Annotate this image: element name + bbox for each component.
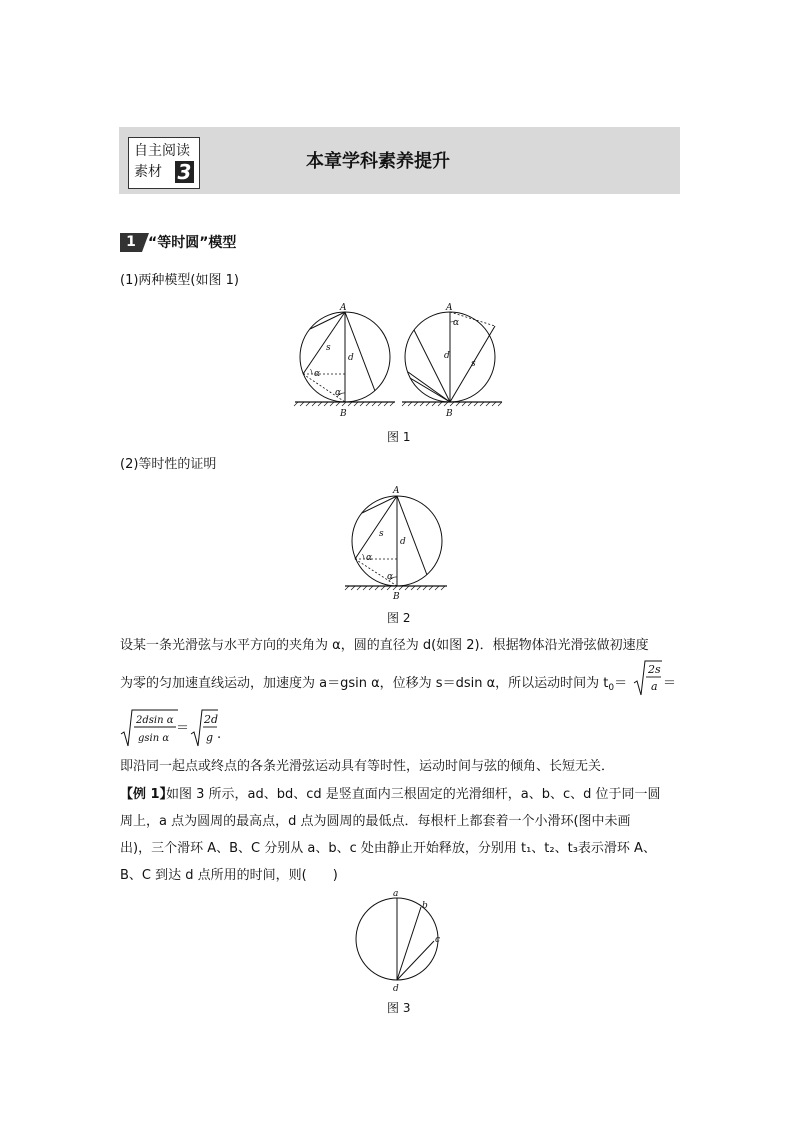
- label-d-right: d: [444, 351, 450, 361]
- fig2-label-alpha-2: α: [387, 572, 394, 582]
- frac2-num: 2dsin α: [136, 715, 174, 726]
- figure-1: [290, 298, 510, 420]
- derivation-line-2-text: 为零的匀加速直线运动，加速度为 a＝gsin α，位移为 s＝dsin α，所以运动时间为 t: [120, 676, 609, 691]
- fig2-label-s: s: [379, 529, 384, 539]
- sqrt-frac-1: [633, 659, 663, 697]
- label-B-right: B: [446, 409, 453, 419]
- figure-1-caption: 图 1: [387, 430, 411, 444]
- equals-1: ＝: [614, 676, 628, 691]
- label-alpha-left-2: α: [335, 388, 342, 398]
- conclusion: 即沿同一起点或终点的各条光滑弦运动具有等时性，运动时间与弦的倾角、长短无关．: [120, 759, 615, 774]
- fig2-label-B: B: [393, 592, 400, 602]
- reading-material-badge: [128, 137, 200, 189]
- example-tag: 【例 1】: [120, 787, 173, 802]
- example-line-1: 如图 3 所示，ad、bd、cd 是竖直面内三根固定的光滑细杆，a、b、c、d 位于同一圆: [166, 787, 661, 802]
- fig2-label-d: d: [400, 537, 406, 547]
- chapter-title: 本章学科素养提升: [306, 151, 450, 172]
- frac2-den: gsin α: [138, 733, 170, 744]
- sqrt-frac-2: [120, 708, 180, 748]
- fig3-label-d: d: [393, 984, 399, 993]
- fig3-label-a: a: [393, 889, 399, 899]
- fig2-label-alpha: α: [366, 553, 373, 563]
- frac1-num: 2s: [648, 663, 661, 676]
- label-s-left: s: [326, 343, 331, 353]
- figure-3: [348, 888, 448, 993]
- t0-subscript: 0: [608, 683, 615, 693]
- fig2-label-A: A: [393, 486, 400, 496]
- part1-label: (1)两种模型(如图 1): [120, 273, 239, 288]
- section-number-box: 1: [120, 233, 142, 252]
- equals-2: ＝: [176, 721, 190, 736]
- badge-line-2: 素材: [134, 164, 162, 180]
- example-line-4: B、C 到达 d 点所用的时间，则( ): [120, 868, 338, 883]
- label-alpha-left: α: [314, 369, 321, 379]
- example-line-3: 出)，三个滑环 A、B、C 分别从 a、b、c 处由静止开始释放，分别用 t₁、t₂、t₃表示滑环 A、: [120, 841, 656, 856]
- end-mark: .: [217, 727, 222, 742]
- frac3-den: g: [206, 731, 214, 744]
- example-line-2: 周上，a 点为圆周的最高点，d 点为圆周的最低点．每根杆上都套着一个小滑环(图中未画: [120, 814, 631, 829]
- figure-2-caption: 图 2: [387, 611, 411, 625]
- fig3-label-b: b: [422, 901, 428, 911]
- label-A-right: A: [446, 303, 453, 313]
- equals-tail: ＝: [663, 676, 677, 691]
- label-s-right: s: [471, 359, 476, 369]
- label-B-left: B: [340, 409, 347, 419]
- derivation-line-2: [120, 675, 627, 697]
- sqrt-frac-3: [190, 708, 220, 748]
- part2-label: (2)等时性的证明: [120, 457, 217, 472]
- label-alpha-right: α: [453, 318, 460, 328]
- figure-3-caption: 图 3: [387, 1001, 411, 1015]
- fig3-label-c: c: [435, 935, 441, 945]
- badge-line-1: 自主阅读: [134, 143, 190, 159]
- label-A-left: A: [340, 303, 347, 313]
- frac3-num: 2d: [204, 713, 219, 726]
- derivation-line-1: 设某一条光滑弦与水平方向的夹角为 α，圆的直径为 d(如图 2)．根据物体沿光滑弦做初速度: [120, 638, 649, 653]
- badge-number: 3: [175, 161, 194, 183]
- frac1-den: a: [651, 680, 658, 693]
- figure-2: [340, 482, 455, 602]
- label-d-left: d: [348, 353, 354, 363]
- section-title: “等时圆”模型: [148, 235, 237, 251]
